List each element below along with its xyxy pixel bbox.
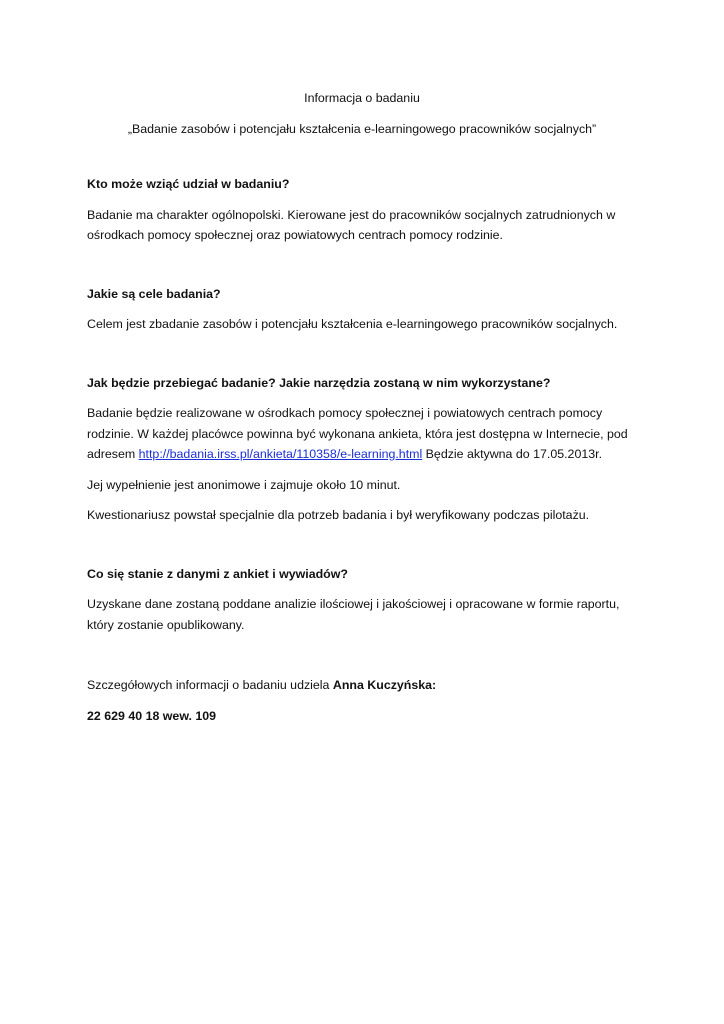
section-procedure (87, 373, 647, 526)
contact-text: Szczegółowych informacji o badaniu udziela (87, 678, 333, 692)
section-paragraph: Badanie ma charakter ogólnopolski. Kierowane jest do pracowników socjalnych zatrudnionych w ośrodkach pomocy społecznej oraz powiatowych centrach pomocy rodzinie. (87, 207, 616, 242)
document-subtitle: „Badanie zasobów i potencjału kształcenia e-learningowego pracowników socjalnych” (127, 121, 597, 136)
section-heading: Jak będzie przebiegać badanie? Jakie narzędzia zostaną w nim wykorzystane? (87, 375, 551, 390)
contact-line (87, 675, 647, 696)
paragraph-text-before-link: Badanie będzie realizowane w ośrodkach pomocy społecznej i powiatowych centrach pomocy rodzinie. W każdej placówce powinna być wykonana ankieta, która jest dostępna w Internecie, pod adresem (87, 406, 628, 461)
section-heading: Co się stanie z danymi z ankiet i wywiadów? (87, 566, 348, 581)
survey-link[interactable]: http://badania.irss.pl/ankieta/110358/e-learning.html (138, 447, 423, 461)
contact-phone: 22 629 40 18 wew. 109 (87, 708, 217, 723)
section-paragraph-with-link (87, 403, 647, 465)
document-content (87, 88, 647, 726)
section-goals (87, 284, 647, 335)
section-paragraph-duration: Jej wypełnienie jest anonimowe i zajmuje około 10 minut. (87, 477, 401, 492)
section-data-usage (87, 564, 647, 636)
section-who-can-participate (87, 174, 647, 246)
section-paragraph: Uzyskane dane zostaną poddane analizie ilościowej i jakościowej i opracowane w formie raportu, który zostanie opublikowany. (87, 597, 620, 632)
section-heading: Jakie są cele badania? (87, 286, 221, 301)
contact-name: Anna Kuczyńska: (332, 678, 437, 692)
paragraph-text-after-link: Będzie aktywna do 17.05.2013r. (422, 447, 603, 461)
section-heading: Kto może wziąć udział w badaniu? (87, 177, 290, 191)
section-paragraph: Celem jest zbadanie zasobów i potencjału kształcenia e-learningowego pracowników socjalnych. (87, 317, 618, 331)
document-title: Informacja o badaniu (304, 91, 420, 105)
contact-block (87, 675, 647, 726)
section-paragraph-questionnaire: Kwestionariusz powstał specjalnie dla potrzeb badania i był weryfikowany podczas pilotażu. (87, 508, 590, 522)
